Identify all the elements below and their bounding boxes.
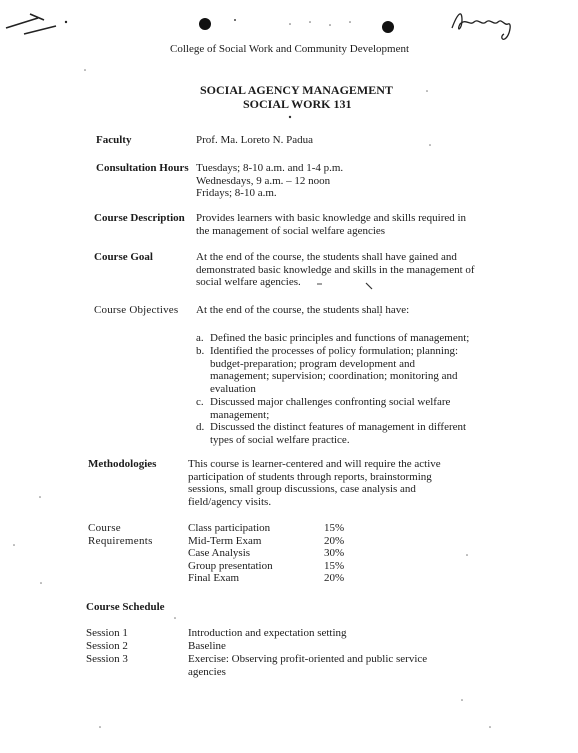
- objective-text: [210, 396, 450, 421]
- course-code: SOCIAL WORK 131: [243, 97, 352, 111]
- requirement-name: Group presentation: [188, 559, 273, 572]
- requirements-label-line: Course: [88, 522, 121, 534]
- requirement-weight: 20%: [324, 534, 345, 547]
- requirement-row: [188, 560, 358, 573]
- goal-label: Course Goal: [94, 251, 153, 263]
- goal-line: demonstrated basic knowledge and skills in the management of: [196, 263, 475, 276]
- consultation-line: Fridays; 8-10 a.m.: [196, 187, 277, 199]
- objectives-label: Course Objectives: [94, 304, 179, 316]
- objectives-intro: At the end of the course, the students shall have:: [196, 304, 410, 316]
- consultation-hours: [196, 162, 343, 200]
- requirement-name: Final Exam: [188, 572, 240, 584]
- college-name: College of Social Work and Community Development: [170, 43, 410, 55]
- requirement-weight: 20%: [324, 572, 345, 584]
- goal-line: At the end of the course, the students shall have gained and: [196, 251, 457, 263]
- faculty-label: Faculty: [96, 134, 132, 146]
- objective-text: [210, 421, 466, 446]
- methodologies-line: This course is learner-centered and will require the active: [188, 458, 441, 470]
- schedule-topic-line: Exercise: Observing profit-oriented and public service: [188, 653, 428, 665]
- methodologies-line: sessions, small group discussions, case analysis and: [188, 483, 416, 495]
- goal-line: social welfare agencies.: [196, 276, 301, 288]
- methodologies-text: [188, 458, 441, 508]
- schedule-session: Session 3: [86, 653, 128, 665]
- objective-line: Discussed the distinct features of management in different: [210, 421, 467, 433]
- requirement-weight: 30%: [324, 547, 345, 559]
- schedule-topic: Introduction and expectation setting: [188, 627, 347, 639]
- requirement-name: Class participation: [188, 522, 271, 534]
- methodologies-label: Methodologies: [88, 458, 157, 470]
- faculty-value: Prof. Ma. Loreto N. Padua: [196, 134, 314, 146]
- requirements-table: [188, 522, 358, 585]
- requirement-name: Mid-Term Exam: [188, 534, 262, 547]
- objective-line: Defined the basic principles and functions of management;: [210, 332, 470, 344]
- schedule-topic-line: agencies: [188, 665, 226, 678]
- methodologies-line: participation of students through reports, brainstorming: [188, 470, 432, 483]
- objective-line: management;: [210, 408, 270, 421]
- consultation-label: Consultation Hours: [96, 162, 189, 174]
- goal-text: [196, 251, 475, 289]
- requirements-label-line: Requirements: [88, 534, 153, 547]
- requirement-row: [188, 572, 358, 585]
- schedule-session: Session 2: [86, 640, 128, 652]
- description-label: Course Description: [94, 212, 185, 224]
- methodologies-line: field/agency visits.: [188, 495, 272, 508]
- requirement-name: Case Analysis: [188, 547, 251, 559]
- schedule-topic: Baseline: [188, 640, 226, 652]
- requirement-row: [188, 522, 358, 535]
- requirement-row: [188, 547, 358, 560]
- schedule-topic: [188, 653, 427, 678]
- requirement-weight: 15%: [324, 522, 345, 534]
- consultation-line: Tuesdays; 8-10 a.m. and 1-4 p.m.: [196, 162, 344, 174]
- objective-text: [210, 345, 458, 395]
- course-title: SOCIAL AGENCY MANAGEMENT: [200, 83, 393, 97]
- requirement-weight: 15%: [324, 559, 345, 572]
- objective-marker: b.: [196, 345, 205, 357]
- objective-marker: c.: [196, 396, 204, 408]
- objective-line: budget-preparation; program development and: [210, 357, 415, 370]
- objective-line: types of social welfare practice.: [210, 433, 350, 446]
- objective-line: Discussed major challenges confronting social welfare: [210, 396, 451, 408]
- description-line: Provides learners with basic knowledge and skills required in: [196, 212, 467, 224]
- description-text: [196, 212, 466, 237]
- requirement-row: [188, 535, 358, 548]
- description-line: the management of social welfare agencies: [196, 224, 386, 237]
- objective-text: [210, 332, 469, 345]
- consultation-line: Wednesdays, 9 a.m. – 12 noon: [196, 174, 331, 187]
- objective-line: management; supervision; coordination; monitoring and: [210, 370, 458, 382]
- objective-line: evaluation: [210, 382, 256, 395]
- schedule-session: Session 1: [86, 627, 128, 639]
- objective-marker: d.: [196, 421, 205, 433]
- objective-marker: a.: [196, 332, 204, 344]
- schedule-label: Course Schedule: [86, 601, 165, 613]
- objective-line: Identified the processes of policy formulation; planning:: [210, 345, 459, 357]
- requirements-label: [88, 522, 153, 547]
